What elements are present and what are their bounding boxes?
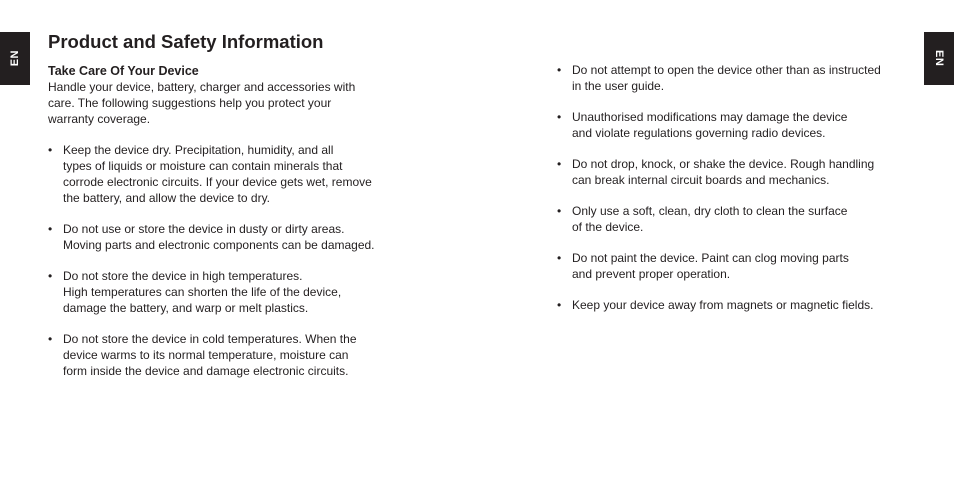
right-column [557,62,917,328]
bullet-icon: • [557,63,562,77]
list-item-text: Unauthorised modifications may damage the device and violate regulations governing radio devices. [572,110,848,140]
list-item [48,331,408,379]
list-item-text: Keep your device away from magnets or magnetic fields. [572,298,874,312]
list-item-text: Do not store the device in cold temperatures. When the device warms to its normal temperature, moisture can form inside the device and damage electronic circuits. [63,332,357,378]
list-item-text: Only use a soft, clean, dry cloth to clean the surface of the device. [572,204,848,234]
bullet-icon: • [557,110,562,124]
list-item [48,142,408,206]
bullet-icon: • [48,222,53,236]
page-title: Product and Safety Information [48,31,324,52]
list-item-text: Do not store the device in high temperatures. High temperatures can shorten the life of the device, damage the battery, and warp or melt plastics. [63,269,342,315]
list-item [557,297,917,313]
language-tab-right [924,32,954,85]
list-item [48,221,408,253]
section-intro: Handle your device, battery, charger and accessories with care. The following suggestions help you protect your warranty coverage. [48,80,356,126]
language-tab-left [0,32,30,85]
bullet-icon: • [48,332,53,346]
bullet-icon: • [48,269,53,283]
bullet-icon: • [557,157,562,171]
list-item [557,109,917,141]
left-bullet-list [48,142,408,379]
list-item [557,156,917,188]
section-subtitle: Take Care Of Your Device [48,64,199,78]
bullet-icon: • [557,204,562,218]
list-item-text: Do not paint the device. Paint can clog moving parts and prevent proper operation. [572,251,849,281]
list-item-text: Do not attempt to open the device other than as instructed in the user guide. [572,63,881,93]
list-item [557,62,917,94]
list-item-text: Keep the device dry. Precipitation, humidity, and all types of liquids or moisture can contain minerals that corrode electronic circuits. If your device gets wet, remove the battery, and allow the device to dry. [63,143,372,205]
list-item [557,203,917,235]
language-tab-label: EN [933,50,945,67]
bullet-icon: • [557,251,562,265]
right-bullet-list [557,62,917,313]
list-item-text: Do not use or store the device in dusty or dirty areas. Moving parts and electronic components can be damaged. [63,222,375,252]
left-column [48,63,408,394]
bullet-icon: • [557,298,562,312]
language-tab-label: EN [9,50,21,67]
list-item [557,250,917,282]
bullet-icon: • [48,143,53,157]
list-item [48,268,408,316]
list-item-text: Do not drop, knock, or shake the device. Rough handling can break internal circuit boards and mechanics. [572,157,875,187]
